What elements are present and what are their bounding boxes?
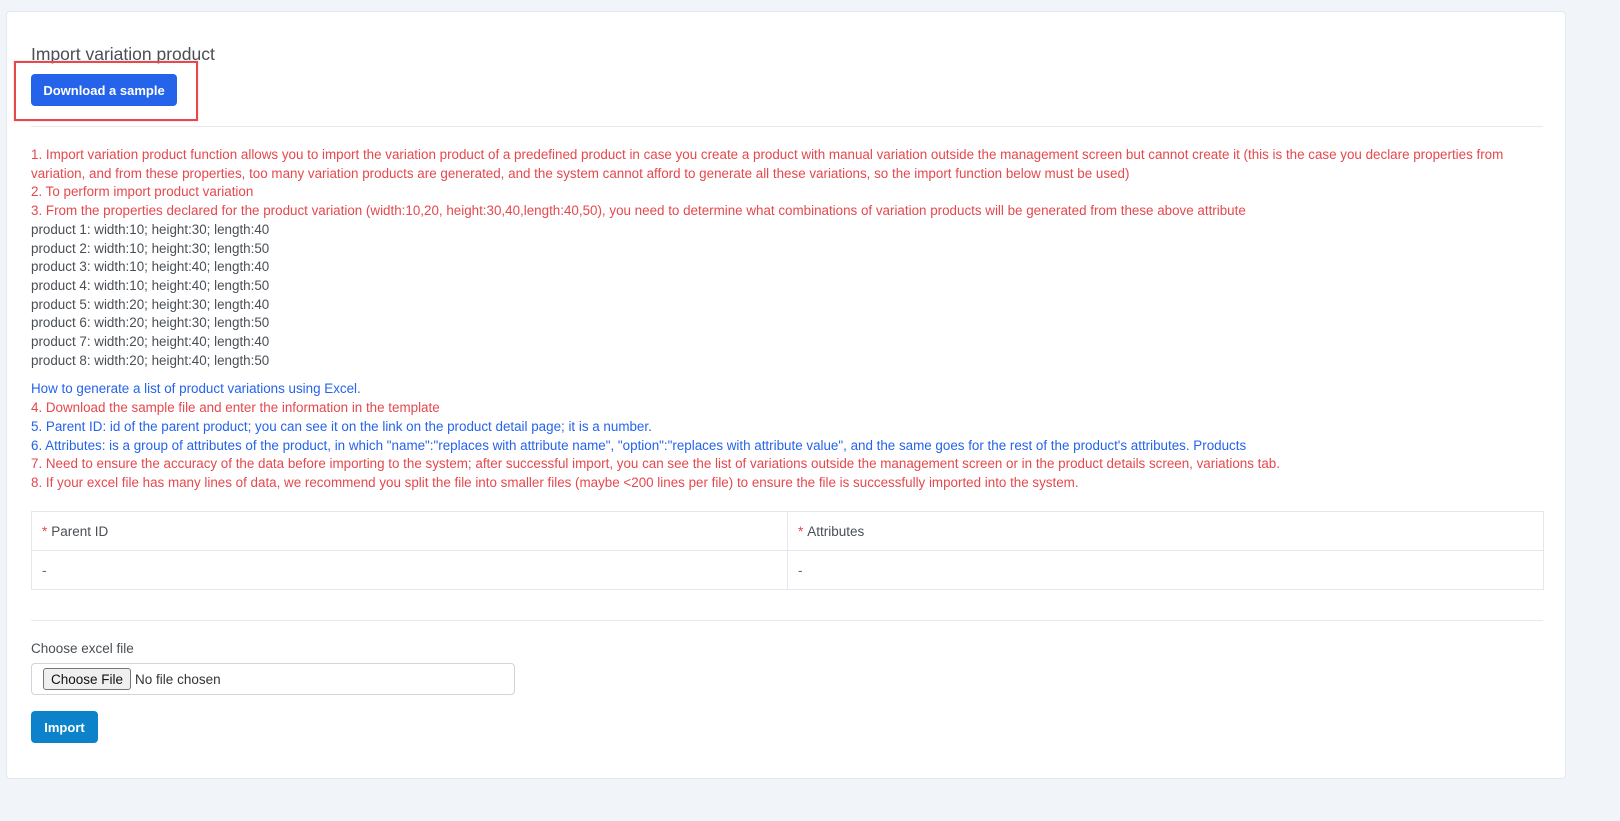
file-status: No file chosen (135, 671, 221, 687)
instruction-3: 3. From the properties declared for the product variation (width:10,20, height:30,40,length:40,50), you need to determine what combinations of variation products will be generated from these above attribute (31, 203, 1246, 219)
table-row (32, 551, 1544, 590)
required-mark: * (42, 523, 48, 539)
instructions (31, 146, 1551, 493)
instruction-8: 8. If your excel file has many lines of data, we recommend you split the file into smaller files (maybe <200 lines per file) to ensure the file is successfully imported into the system. (31, 474, 1079, 490)
choose-file-button[interactable]: Choose File (43, 668, 131, 690)
header-attributes (788, 512, 1544, 551)
header-parent-id (32, 512, 788, 551)
instruction-7: 7. Need to ensure the accuracy of the data before importing to the system; after successful import, you can see the list of variations outside the management screen or in the product details screen, variations tab. (31, 456, 1280, 472)
excel-guide-link[interactable]: How to generate a list of product variations using Excel. (31, 381, 361, 397)
download-sample-button[interactable]: Download a sample (31, 74, 177, 106)
instruction-2: 2. To perform import product variation (31, 184, 254, 200)
product-combination: product 5: width:20; height:30; length:40 (31, 296, 270, 312)
required-mark: * (798, 523, 804, 539)
import-button[interactable]: Import (31, 711, 98, 743)
import-card (6, 11, 1566, 779)
table-header-row (32, 512, 1544, 551)
page-title: Import variation product (31, 44, 215, 64)
cell-parent-id: - (32, 551, 788, 590)
template-table (31, 511, 1544, 590)
product-combination: product 3: width:10; height:40; length:40 (31, 259, 270, 275)
header-label: Attributes (807, 523, 865, 539)
product-combination: product 6: width:20; height:30; length:50 (31, 315, 270, 331)
product-combination: product 1: width:10; height:30; length:40 (31, 221, 270, 237)
instruction-1: 1. Import variation product function allows you to import the variation product of a predefined product in case you create a product with manual variation outside the management screen but cannot create it (this is the case you declare properties from variation, and from these properties, too many variation products are generated, and the system cannot afford to generate all these variations, so the import function below must be used) (31, 147, 1504, 181)
product-combination: product 4: width:10; height:40; length:50 (31, 277, 270, 293)
spacer (31, 370, 1551, 380)
file-input-label: Choose excel file (31, 641, 134, 656)
header-label: Parent ID (51, 523, 109, 539)
product-combination: product 2: width:10; height:30; length:50 (31, 240, 270, 256)
file-input[interactable] (31, 663, 515, 695)
cell-attributes: - (788, 551, 1544, 590)
instruction-6: 6. Attributes: is a group of attributes of the product, in which "name":"replaces with attribute name", "option":"replaces with attribute value", and the same goes for the rest of the product's attributes. Products (31, 437, 1247, 453)
divider (31, 620, 1543, 621)
product-combination: product 7: width:20; height:40; length:40 (31, 334, 270, 350)
divider (31, 126, 1543, 127)
instruction-5: 5. Parent ID: id of the parent product; you can see it on the link on the product detail page; it is a number. (31, 418, 652, 434)
product-combination: product 8: width:20; height:40; length:50 (31, 352, 270, 368)
instruction-4: 4. Download the sample file and enter the information in the template (31, 400, 440, 416)
